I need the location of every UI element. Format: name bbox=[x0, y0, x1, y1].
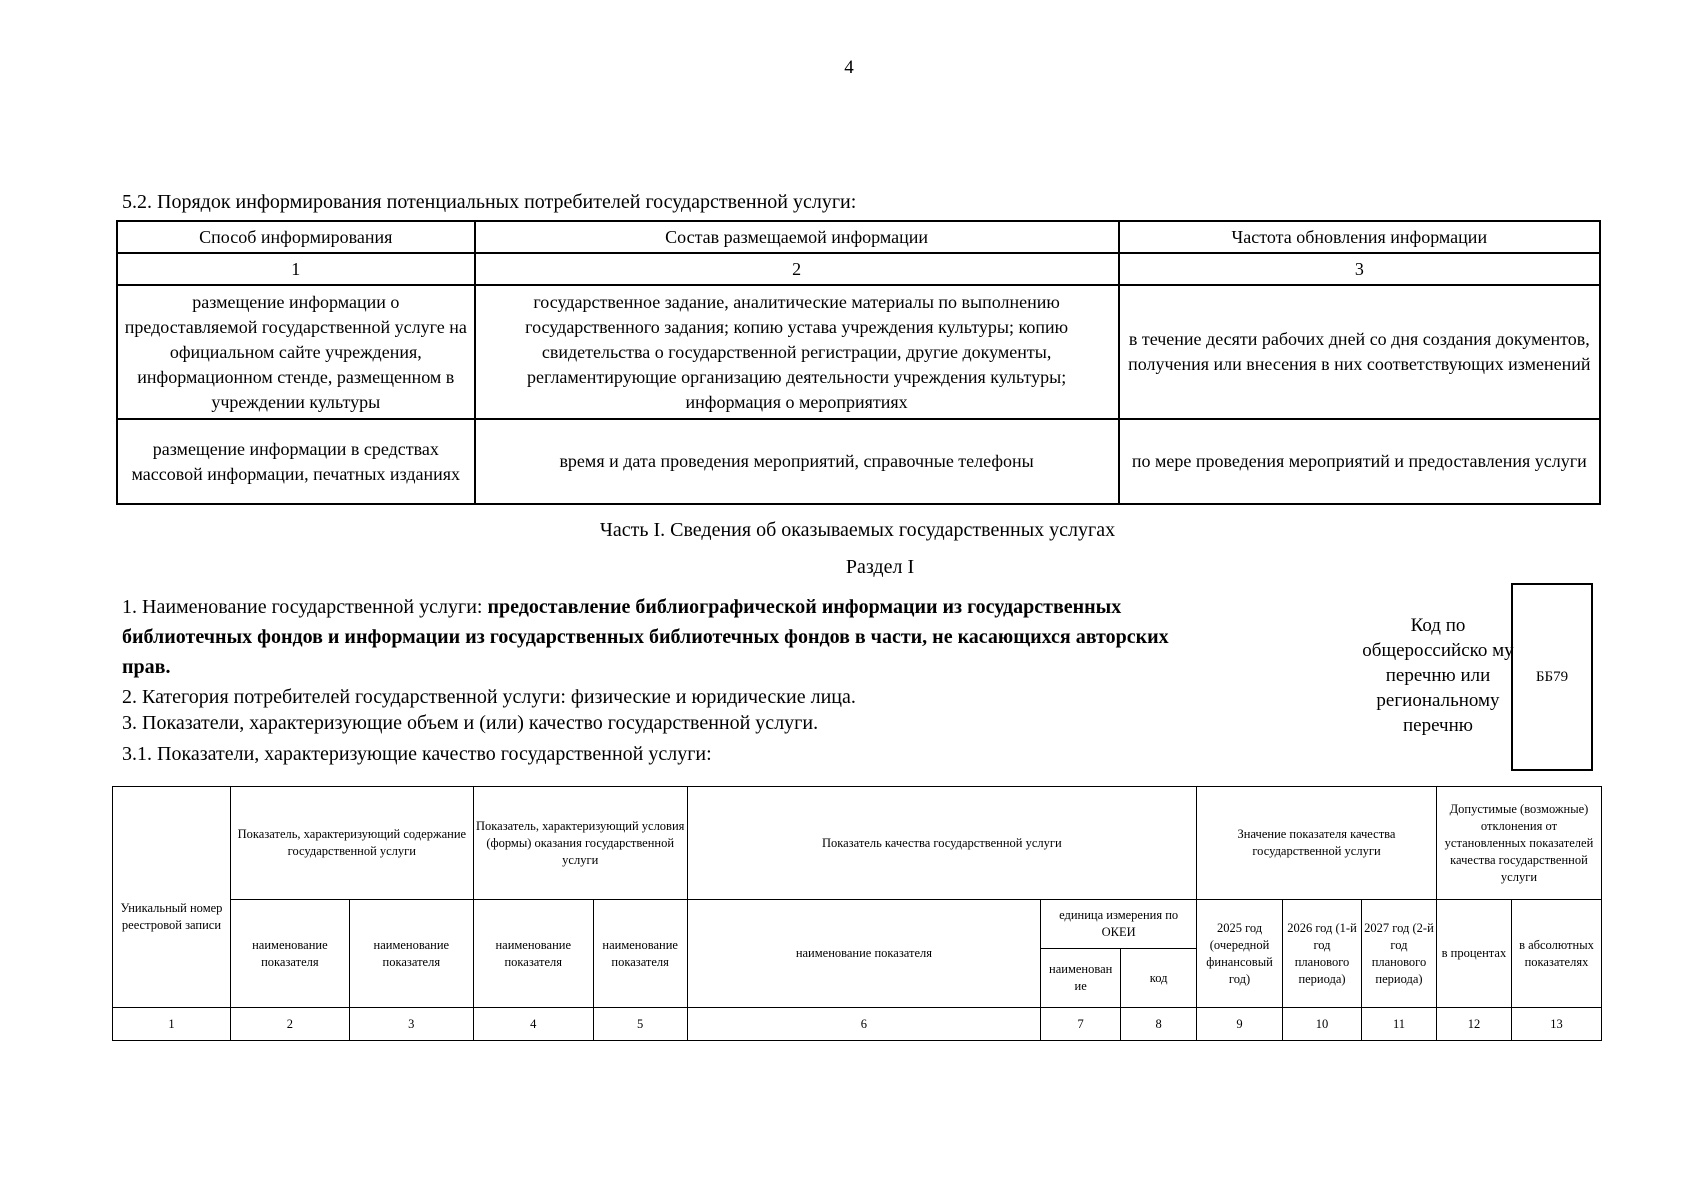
col-number: 7 bbox=[1041, 1008, 1121, 1041]
informing-table bbox=[116, 220, 1601, 505]
method-cell: размещение информации о предоставляемой государственной услуге на официальном сайте учреждения, информационном стенде, размещенном в учреждении культуры bbox=[117, 285, 475, 419]
col-number: 8 bbox=[1121, 1008, 1197, 1041]
allowed-deviation-header: Допустимые (возможные) отклонения от установленных показателей качества государственной услуги bbox=[1436, 787, 1601, 900]
unit-code-header: код bbox=[1121, 949, 1197, 1008]
col-number: 4 bbox=[473, 1008, 593, 1041]
col-number: 9 bbox=[1197, 1008, 1283, 1041]
frequency-cell: по мере проведения мероприятий и предоставления услуги bbox=[1119, 419, 1600, 504]
indicator-name-header: наименование показателя bbox=[593, 900, 687, 1008]
indicator-name-header: наименование показателя bbox=[473, 900, 593, 1008]
col-header-method: Способ информирования bbox=[117, 221, 475, 253]
quality-indicators-table bbox=[112, 786, 1602, 1041]
table-row bbox=[117, 285, 1600, 419]
content-cell: государственное задание, аналитические материалы по выполнению государственного задания; копию устава учреждения культуры; копию свидетельства о государственной регистрации, другие документы, регламентирующие организацию деятельности учреждения культуры; информация о мероприятиях bbox=[475, 285, 1119, 419]
page-number: 4 bbox=[844, 57, 854, 78]
col-number: 12 bbox=[1436, 1008, 1511, 1041]
indicator-name-header: наименование показателя bbox=[687, 900, 1041, 1008]
quality-indicator-header: Показатель качества государственной услуги bbox=[687, 787, 1196, 900]
part-title: Часть I. Сведения об оказываемых государственных услугах bbox=[599, 519, 1116, 541]
registry-code-label: Код по общероссийско му перечню или региональному перечню bbox=[1362, 615, 1514, 736]
col-header-content: Состав размещаемой информации bbox=[475, 221, 1119, 253]
service-name-value: предоставление библиографической информации из государственных библиотечных фондов и информации из государственных библиотечных фондов в части, не касающихся авторских прав. bbox=[122, 596, 1169, 678]
unique-number-header: Уникальный номер реестровой записи bbox=[113, 787, 231, 1008]
col-number: 13 bbox=[1511, 1008, 1601, 1041]
col-header-frequency: Частота обновления информации bbox=[1119, 221, 1600, 253]
quality-indicators-heading: 3.1. Показатели, характеризующие качество государственной услуги: bbox=[122, 743, 712, 765]
col-number: 2 bbox=[475, 253, 1119, 285]
year-2027-header: 2027 год (2-й год планового периода) bbox=[1361, 900, 1436, 1008]
col-number: 11 bbox=[1361, 1008, 1436, 1041]
year-2025-header: 2025 год (очередной финансовый год) bbox=[1197, 900, 1283, 1008]
section-5-2-heading: 5.2. Порядок информирования потенциальных потребителей государственной услуги: bbox=[122, 191, 857, 213]
year-2026-header: 2026 год (1-й год планового периода) bbox=[1283, 900, 1362, 1008]
content-indicator-header: Показатель, характеризующий содержание государственной услуги bbox=[230, 787, 473, 900]
registry-code-box bbox=[1511, 583, 1593, 771]
conditions-indicator-header: Показатель, характеризующий условия (формы) оказания государственной услуги bbox=[473, 787, 687, 900]
in-absolute-header: в абсолютных показателях bbox=[1511, 900, 1601, 1008]
consumer-category: 2. Категория потребителей государственной услуги: физические и юридические лица. bbox=[122, 686, 856, 708]
content-cell: время и дата проведения мероприятий, справочные телефоны bbox=[475, 419, 1119, 504]
table-row bbox=[117, 419, 1600, 504]
registry-code-value: ББ79 bbox=[1535, 668, 1569, 685]
col-number: 3 bbox=[349, 1008, 473, 1041]
method-cell: размещение информации в средствах массовой информации, печатных изданиях bbox=[117, 419, 475, 504]
col-number: 6 bbox=[687, 1008, 1041, 1041]
indicator-name-header: наименование показателя bbox=[230, 900, 349, 1008]
col-number: 10 bbox=[1283, 1008, 1362, 1041]
service-name-prefix: 1. Наименование государственной услуги: bbox=[122, 596, 488, 618]
quality-value-header: Значение показателя качества государственной услуги bbox=[1197, 787, 1437, 900]
section-title: Раздел I bbox=[845, 556, 915, 578]
service-name bbox=[122, 592, 1172, 682]
col-number: 3 bbox=[1119, 253, 1600, 285]
table-row bbox=[113, 1008, 1602, 1041]
indicator-name-header: наименование показателя bbox=[349, 900, 473, 1008]
col-number: 5 bbox=[593, 1008, 687, 1041]
unit-okei-header: единица измерения по ОКЕИ bbox=[1041, 900, 1197, 949]
in-percent-header: в процентах bbox=[1436, 900, 1511, 1008]
unit-name-header: наименован ие bbox=[1041, 949, 1121, 1008]
col-number: 1 bbox=[117, 253, 475, 285]
indicators-heading: 3. Показатели, характеризующие объем и (или) качество государственной услуги. bbox=[122, 712, 819, 734]
frequency-cell: в течение десяти рабочих дней со дня создания документов, получения или внесения в них соответствующих изменений bbox=[1119, 285, 1600, 419]
col-number: 1 bbox=[113, 1008, 231, 1041]
col-number: 2 bbox=[230, 1008, 349, 1041]
